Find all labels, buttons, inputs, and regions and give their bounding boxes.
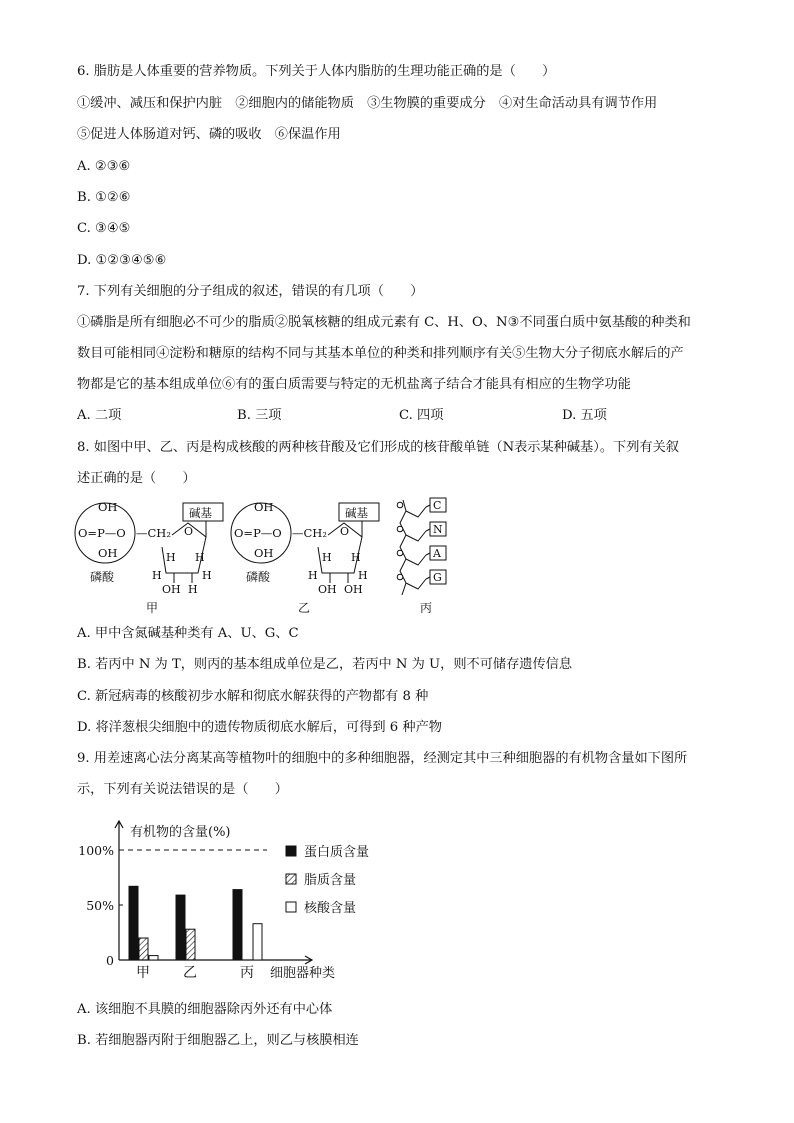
organelle-chart — [72, 820, 392, 990]
q7-option-c: C. 四项 — [399, 408, 444, 423]
legend-swatch — [286, 874, 296, 884]
bar-乙-脂质含量 — [186, 929, 195, 960]
yi-oh-c2: OH — [344, 583, 363, 596]
yi-phosphate-label: 磷酸 — [246, 570, 271, 584]
x-axis-label: 细胞器种类 — [270, 966, 336, 981]
y-tick-label: 50% — [86, 898, 114, 913]
jia-base-label: 碱基 — [189, 506, 212, 520]
q8-option-a: A. 甲中含氮碱基种类有 A、U、G、C — [77, 626, 299, 641]
yi-phosphate-po: O=P—O — [234, 526, 282, 540]
x-tick-label: 乙 — [183, 965, 197, 981]
y-tick-label: 100% — [78, 843, 114, 858]
yi-h-left: H — [322, 551, 332, 564]
jia-label: 甲 — [146, 601, 159, 615]
q8-option-d: D. 将洋葱根尖细胞中的遗传物质彻底水解后，可得到 6 种产物 — [77, 720, 442, 735]
bar-丙-蛋白质含量 — [233, 890, 242, 960]
nucleotide-yi — [231, 500, 379, 615]
yi-h-c4: H — [308, 569, 318, 582]
yi-h-right: H — [351, 551, 361, 564]
jia-phosphate-label: 磷酸 — [90, 570, 115, 584]
jia-ring-o: O — [184, 525, 194, 538]
nucleotide-jia — [75, 500, 223, 615]
q6-option-d: D. ①②③④⑤⑥ — [77, 253, 167, 268]
chart-title: 有机物的含量(%) — [130, 825, 231, 840]
q7-option-b: B. 三项 — [237, 408, 282, 423]
jia-phosphate-oh-bottom: OH — [98, 546, 118, 560]
q6-option-a: A. ②③⑥ — [77, 159, 131, 174]
chain-base-g: G — [433, 571, 442, 584]
chain-base-n: N — [433, 523, 443, 536]
jia-h-left: H — [166, 551, 176, 564]
jia-h-right: H — [195, 551, 205, 564]
bar-甲-核酸含量 — [149, 956, 158, 960]
jia-phosphate-oh-top: OH — [98, 500, 118, 514]
yi-phosphate-oh-top: OH — [254, 500, 274, 514]
jia-oh-c3: OH — [162, 583, 181, 596]
q6-option-b: B. ①②⑥ — [77, 190, 131, 205]
q7-body-line2: 数目可能相同④淀粉和糖原的结构不同与其基本单位的种类和排列顺序有关⑤生物大分子彻底水解后的产 — [77, 346, 684, 361]
q8-option-c: C. 新冠病毒的核酸初步水解和彻底水解获得的产物都有 8 种 — [77, 689, 429, 704]
legend-label: 脂质含量 — [304, 873, 357, 888]
bar-乙-蛋白质含量 — [176, 895, 185, 960]
yi-label: 乙 — [298, 601, 311, 615]
q7-stem: 7. 下列有关细胞的分子组成的叙述，错误的有几项（ ） — [77, 284, 424, 299]
chain-base-c: C — [433, 499, 442, 512]
q7-option-d: D. 五项 — [562, 408, 607, 423]
jia-ch2: —CH₂ — [136, 526, 171, 540]
q9-option-a: A. 该细胞不具膜的细胞器除丙外还有中心体 — [77, 1002, 333, 1017]
jia-h-c1: H — [202, 569, 212, 582]
q9-stem-line2: 示，下列有关说法错误的是（ ） — [77, 782, 288, 797]
q9-option-b: B. 若细胞器丙附于细胞器乙上，则乙与核膜相连 — [77, 1033, 359, 1048]
q6-stem: 6. 脂肪是人体重要的营养物质。下列关于人体内脂肪的生理功能正确的是（ ） — [77, 64, 556, 79]
bar-甲-脂质含量 — [139, 938, 148, 960]
y-tick-label: 0 — [106, 953, 114, 968]
bing-label: 丙 — [420, 601, 433, 615]
q6-option-c: C. ③④⑤ — [77, 221, 131, 236]
legend-label: 蛋白质含量 — [304, 845, 370, 860]
q7-body-line1: ①磷脂是所有细胞必不可少的脂质②脱氧核糖的组成元素有 C、H、O、N③不同蛋白质中氨基酸的种类和 — [77, 315, 691, 330]
x-tick-label: 甲 — [136, 965, 150, 981]
q6-items-line1: ①缓冲、减压和保护内脏 ②细胞内的储能物质 ③生物膜的重要成分 ④对生命活动具有调节作用 — [77, 96, 658, 111]
jia-phosphate-po: O=P—O — [78, 526, 126, 540]
x-tick-label: 丙 — [240, 965, 254, 981]
yi-ring-o: O — [340, 525, 350, 538]
bar-丙-核酸含量 — [253, 924, 262, 960]
q8-option-b: B. 若丙中 N 为 T，则丙的基本组成单位是乙，若丙中 N 为 U，则不可储存遗传信息 — [77, 657, 573, 672]
q7-body-line3: 物都是它的基本组成单位⑥有的蛋白质需要与特定的无机盐离子结合才能具有相应的生物学功能 — [77, 377, 631, 392]
q8-stem-line2: 述正确的是（ ） — [77, 471, 196, 486]
yi-phosphate-oh-bottom: OH — [254, 546, 274, 560]
yi-h-c1: H — [358, 569, 368, 582]
q6-items-line2: ⑤促进人体肠道对钙、磷的吸收 ⑥保温作用 — [77, 127, 341, 142]
nucleotide-figure — [70, 495, 470, 620]
chart-svg — [72, 820, 392, 990]
legend-swatch — [286, 902, 296, 912]
jia-h-c2: H — [188, 583, 198, 596]
q7-option-a: A. 二项 — [77, 408, 122, 423]
legend-swatch — [286, 846, 296, 856]
nucleotide-chain-bing — [397, 498, 446, 615]
yi-ch2: —CH₂ — [292, 526, 327, 540]
bar-甲-蛋白质含量 — [129, 886, 138, 960]
jia-h-c4: H — [152, 569, 162, 582]
yi-base-label: 碱基 — [345, 506, 368, 520]
yi-oh-c3: OH — [318, 583, 337, 596]
q8-stem-line1: 8. 如图中甲、乙、丙是构成核酸的两种核苷酸及它们形成的核苷酸单链（N表示某种碱基）。下列有关叙 — [77, 440, 679, 455]
chain-base-a: A — [433, 547, 441, 560]
q9-stem-line1: 9. 用差速离心法分离某高等植物叶的细胞中的多种细胞器，经测定其中三种细胞器的有机物含量如下图所 — [77, 751, 688, 766]
legend-label: 核酸含量 — [304, 901, 357, 916]
